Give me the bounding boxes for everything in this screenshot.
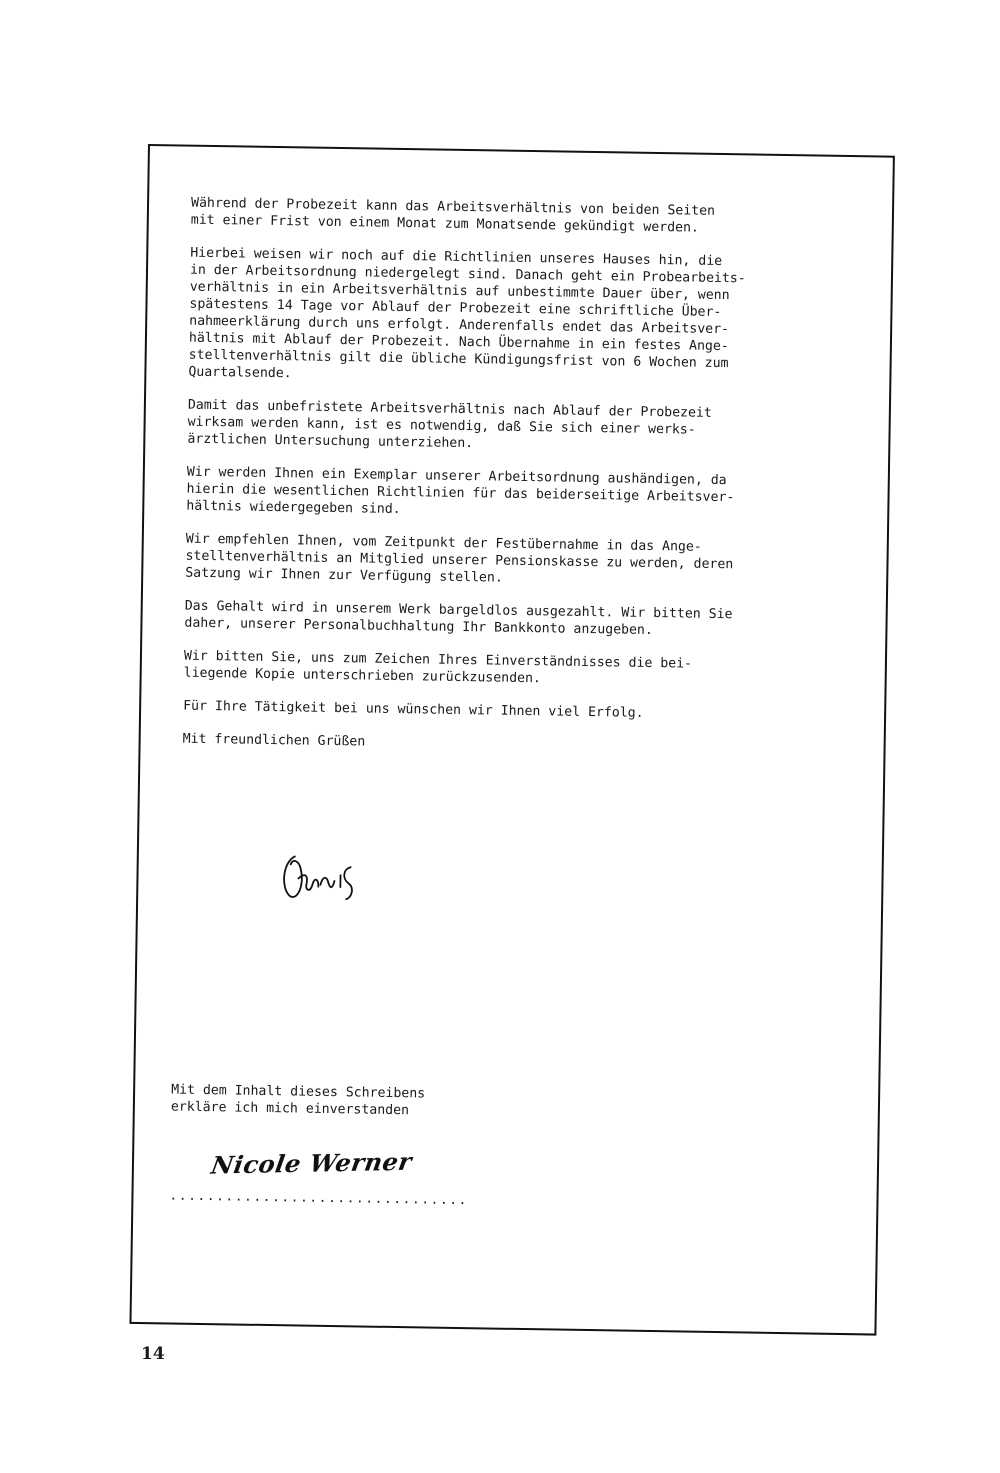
- consent-line-1: Mit dem Inhalt dieses Schreibens: [171, 1082, 426, 1102]
- signature-dotted-line: ................................: [169, 1188, 469, 1209]
- closing-greeting: Mit freundlichen Grüßen: [182, 731, 366, 750]
- paragraph-return-copy: Wir bitten Sie, uns zum Zeichen Ihres Einverständnisses die bei- liegende Kopie unterschrieben zurückzusenden.: [183, 648, 693, 687]
- letter-body: [182, 195, 801, 774]
- paragraph-guidelines: Hierbei weisen wir noch auf die Richtlinien unseres Hauses hin, die in der Arbeitsordnung niedergelegt sind. Danach geht ein Probearbeits- verhältnis in ein Arbeitsverhältnis auf unbestimmte Dauer über, wenn spätestens 14 Tage vor Ablauf der Probezeit eine schriftliche Über- nahmeerklärung durch uns erfolgt. Anderenfalls endet das Arbeitsver- hältnis mit Ablauf der Probezeit. Nach Übernahme in ein festes Ange- stelltenverhältnis gilt die übliche Kündigungsfrist von 6 Wochen zum Quartalsende.: [188, 245, 746, 382]
- consent-line-2: erkläre ich mich einverstanden: [170, 1099, 410, 1119]
- paragraph-probation: Während der Probezeit kann das Arbeitsverhältnis von beiden Seiten mit einer Frist von einem Monat zum Monatsende gekündigt werden.: [190, 195, 716, 236]
- consent-statement: [171, 1081, 426, 1119]
- sender-signature: [278, 838, 369, 909]
- paragraph-salary: Das Gehalt wird in unserem Werk bargeldlos ausgezahlt. Wir bitten Sie daher, unserer Personalbuchhaltung Ihr Bankkonto anzugeben.: [184, 598, 733, 638]
- employee-signature: Nicole Werner: [209, 1146, 415, 1180]
- page-number: 14: [141, 1344, 165, 1364]
- paragraph-pension: Wir empfehlen Ihnen, vom Zeitpunkt der Festübernahme in das Ange- stelltenverhältnis an Mitglied unserer Pensionskasse zu werden, deren Satzung wir Ihnen zur Verfügung stellen.: [185, 531, 734, 586]
- paragraph-medical-exam: Damit das unbefristete Arbeitsverhältnis nach Ablauf der Probezeit wirksam werden kann, ist es notwendig, daß Sie sich einer werks- ärztlichen Untersuchung unterziehen.: [187, 397, 712, 452]
- paragraph-work-rules: Wir werden Ihnen ein Exemplar unserer Arbeitsordnung aushändigen, da hierin die wesentlichen Richtlinien für das beiderseitige Arbeitsver- hältnis wiedergegeben sind.: [186, 464, 735, 518]
- paragraph-wishes: Für Ihre Tätigkeit bei uns wünschen wir Ihnen viel Erfolg.: [183, 698, 644, 721]
- letter-frame: [129, 144, 894, 1336]
